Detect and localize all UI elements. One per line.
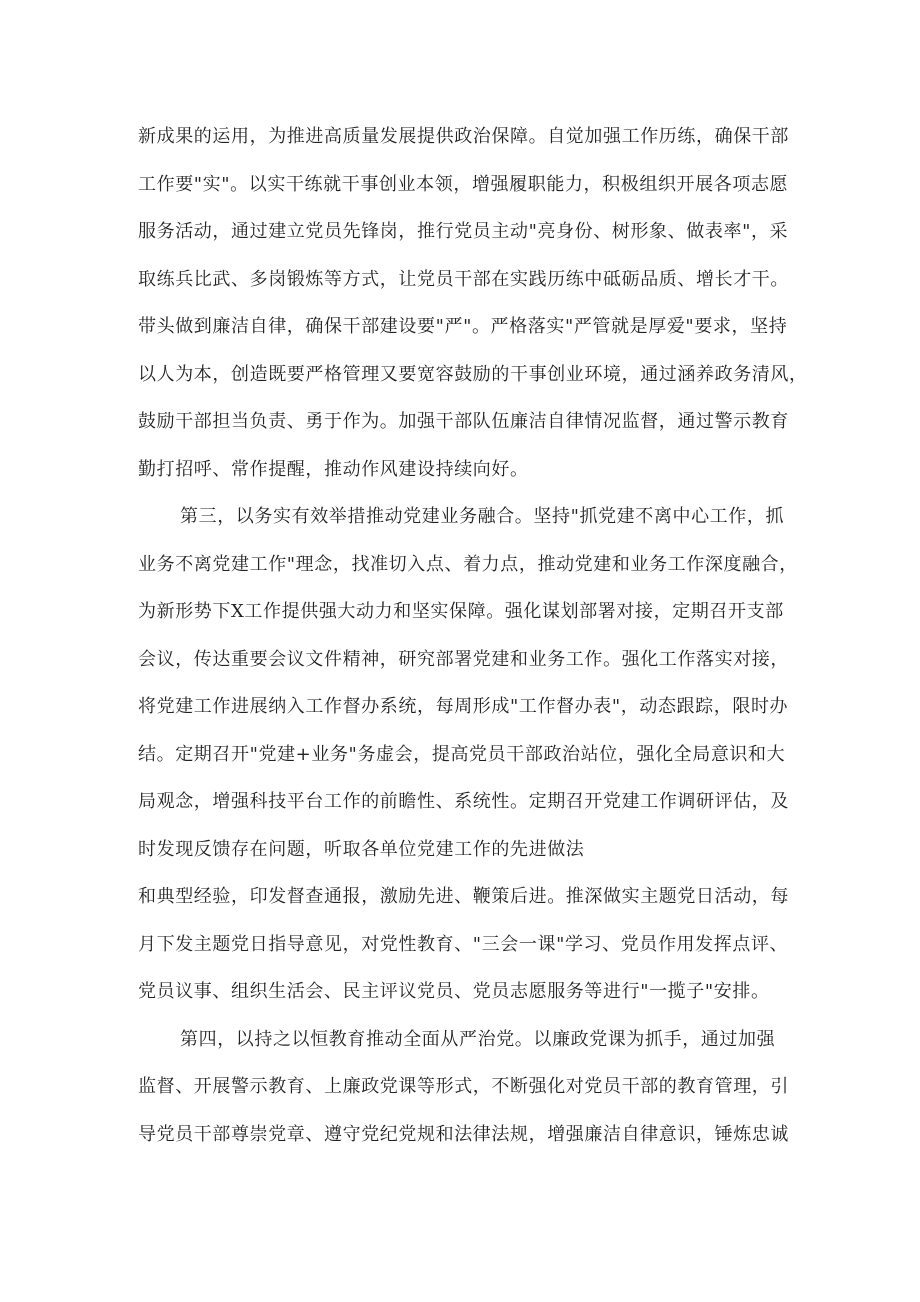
text-line: 会议，传达重要会议文件精神，研究部署党建和业务工作。强化工作落实对接， [138, 648, 789, 670]
text-line: 取练兵比武、多岗锻炼等方式，让党员干部在实践历练中砥砺品质、增长才干。 [138, 268, 789, 290]
text-line: 党员议事、组织生活会、民主评议党员、党员志愿服务等进行"一揽子"安排。 [138, 981, 770, 1002]
text-line: 工作要"实"。以实干练就干事创业本领，增强履职能力，积极组织开展各项志愿 [138, 173, 789, 195]
text-line: 以人为本，创造既要严格管理又要宽容鼓励的干事创业环境，通过涵养政务清风， [138, 363, 808, 385]
text-line: 监督、开展警示教育、上廉政党课等形式，不断强化对党员干部的教育管理，引 [138, 1076, 789, 1097]
text-line: 结。定期召开"党建+业务"务虚会，提高党员干部政治站位，强化全局意识和大 [138, 743, 786, 765]
text-line: 为新形势下X工作提供强大动力和坚实保障。强化谋划部署对接，定期召开支部 [138, 601, 784, 622]
text-line: 局观念，增强科技平台工作的前瞻性、系统性。定期召开党建工作调研评估，及 [138, 791, 789, 812]
text-line: 月下发主题党日指导意见，对党性教育、"三会一课"学习、党员作用发挥点评、 [138, 933, 789, 955]
text-line: 时发现反馈存在问题，听取各单位党建工作的先进做法 [138, 838, 585, 860]
text-line: 导党员干部尊崇党章、遵守党纪党规和法律法规，增强廉洁自律意识，锤炼忠诚 [138, 1123, 789, 1145]
text-line: 服务活动，通过建立党员先锋岗，推行党员主动"亮身份、树形象、做表率"，采 [138, 221, 789, 242]
text-line: 新成果的运用，为推进高质量发展提供政治保障。自觉加强工作历练，确保干部 [138, 126, 789, 147]
text-line: 带头做到廉洁自律，确保干部建设要"严"。严格落实"严管就是厚爱"要求，坚持 [138, 316, 788, 337]
text-line: 和典型经验，印发督查通报，激励先进、鞭策后进。推深做实主题党日活动，每 [138, 886, 789, 907]
text-line: 业务不离党建工作"理念，找准切入点、着力点，推动党建和业务工作深度融合， [138, 553, 798, 575]
text-line: 将党建工作进展纳入工作督办系统，每周形成"工作督办表"，动态跟踪，限时办 [138, 696, 789, 717]
text-line: 勤打招呼、常作提醒，推动作风建设持续向好。 [138, 458, 529, 480]
paragraph-start-line: 第三，以务实有效举措推动党建业务融合。坚持"抓党建不离中心工作，抓 [180, 506, 785, 527]
text-line: 鼓励干部担当负责、勇于作为。加强干部队伍廉洁自律情况监督，通过警示教育 [138, 411, 789, 432]
body-text [138, 121, 808, 1166]
paragraph-start-line: 第四，以持之以恒教育推动全面从严治党。以廉政党课为抓手，通过加强 [180, 1028, 776, 1050]
